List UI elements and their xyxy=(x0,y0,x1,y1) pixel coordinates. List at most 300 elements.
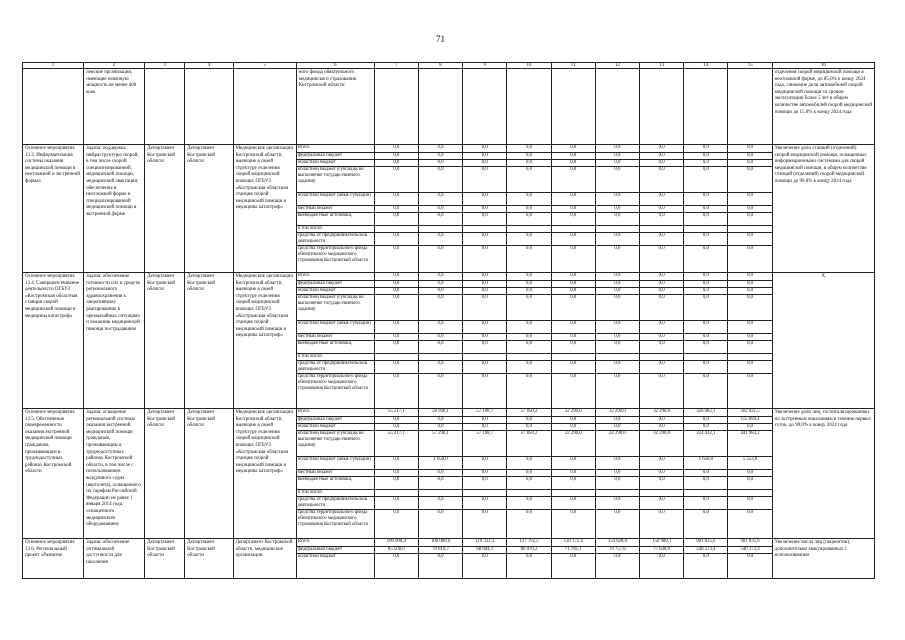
year-column xyxy=(595,539,639,579)
value-row xyxy=(463,287,506,294)
funding-value: 441 983,2 xyxy=(728,430,771,456)
participants: Медицинские организации Костромской области, имеющие в своей структуре отделения скорой медицинской помощи; ОГБУЗ «Костромская областная станция скорой медицинской помощи и медицины катастроф» xyxy=(233,409,296,539)
value-row xyxy=(684,245,727,272)
value-row xyxy=(552,416,595,423)
value-row xyxy=(596,423,639,430)
funding-value: 0,0 xyxy=(570,245,577,251)
value-row xyxy=(552,273,595,280)
funding-value: 0,0 xyxy=(375,273,418,280)
value-row xyxy=(375,509,418,536)
year-values xyxy=(728,539,771,560)
participants: Медицинские организации Костромской области, имеющие в своей структуре отделения скорой медицинской помощи; ОГБУЗ «Костромская областная станция скорой медицинской помощи и медицины катастроф» xyxy=(233,145,296,273)
carry-cell xyxy=(728,69,772,145)
value-row xyxy=(463,340,506,353)
funding-value: 0,0 xyxy=(375,152,418,159)
funding-value: 0,0 xyxy=(419,205,462,212)
funding-value: 0,0 xyxy=(658,373,665,379)
funding-value: 901 835,6 xyxy=(728,539,771,546)
year-values xyxy=(684,539,727,560)
value-row xyxy=(507,496,550,509)
value-row xyxy=(375,416,418,423)
funding-value: 0,0 xyxy=(419,360,462,373)
funding-source-list xyxy=(297,273,374,400)
funding-value: 0,0 xyxy=(728,159,771,166)
funding-value: 0,0 xyxy=(552,340,595,353)
value-row xyxy=(552,166,595,192)
value-row xyxy=(640,409,683,416)
coexecutor-2: Департамент Костромской области xyxy=(185,273,233,409)
value-row xyxy=(684,489,727,496)
value-row xyxy=(375,159,418,166)
page-number: 71 xyxy=(436,34,445,44)
funding-value: 0,0 xyxy=(684,159,727,166)
funding-value: 57 296,1 xyxy=(419,430,462,456)
value-row xyxy=(728,416,771,423)
value-row xyxy=(684,496,727,509)
funding-source-label: средства от предпринимательской деятельности xyxy=(297,496,374,509)
funding-source-label: федеральный бюджет xyxy=(297,416,374,423)
funding-value: 0,0 xyxy=(640,152,683,159)
value-row xyxy=(463,159,506,166)
funding-value: 57 850,2 xyxy=(507,409,550,416)
funding-value: 0,0 xyxy=(375,423,418,430)
funding-value: 1 650,0 xyxy=(684,456,727,469)
event-block xyxy=(23,409,875,539)
funding-value: 0,0 xyxy=(596,294,639,320)
value-row xyxy=(552,539,595,546)
value-row xyxy=(507,416,550,423)
carry-cell xyxy=(463,69,507,145)
value-row xyxy=(684,273,727,280)
funding-value: 0,0 xyxy=(640,360,683,373)
value-row xyxy=(507,192,550,205)
funding-value: 0,0 xyxy=(747,373,754,379)
funding-row xyxy=(297,145,374,152)
year-values xyxy=(419,273,462,400)
funding-row xyxy=(297,476,374,489)
funding-value: 0,0 xyxy=(570,373,577,379)
funding-source-label: федеральный бюджет xyxy=(297,280,374,287)
year-values xyxy=(552,145,595,272)
value-row xyxy=(419,509,462,536)
coexecutor-2: Департамент Костромской области xyxy=(185,539,233,579)
funding-row xyxy=(297,553,374,560)
value-row xyxy=(419,159,462,166)
funding-value: 0,0 xyxy=(596,360,639,373)
value-row xyxy=(419,273,462,280)
value-row xyxy=(684,416,727,423)
carry-cell: отделения скорой медицинской помощи в неотложной форме, до 85,0% к концу 2024 года, снижение доли автомобилей скорой медицинской помощи со сроком эксплуатации более 5 лет в общем количестве автомобилей скорой медицинской помощи до 15,0% к концу 2024 года xyxy=(772,69,874,145)
value-row xyxy=(375,280,418,287)
funding-value: 0,0 xyxy=(684,416,727,423)
funding-value: 0,0 xyxy=(684,360,727,373)
funding-source-label: средства территориального фонда обязательного медицинского страхования Костромской области xyxy=(297,245,369,263)
value-row xyxy=(463,469,506,476)
funding-source-list xyxy=(297,409,374,536)
value-row xyxy=(596,273,639,280)
year-values xyxy=(463,539,506,560)
funding-source-label: областной бюджет xyxy=(297,159,374,166)
column-number: 16 xyxy=(772,63,874,69)
value-row xyxy=(684,280,727,287)
value-row xyxy=(596,469,639,476)
value-row xyxy=(419,423,462,430)
funding-value: 0,0 xyxy=(728,205,771,212)
funding-value: 0,0 xyxy=(640,456,683,469)
funding-value: 0,0 xyxy=(728,496,771,509)
funding-value: 0,0 xyxy=(614,553,621,559)
funding-value: 0,0 xyxy=(481,245,488,251)
value-row xyxy=(728,205,771,212)
value-row xyxy=(552,423,595,430)
value-row xyxy=(419,539,462,546)
funding-value xyxy=(596,353,639,360)
funding-value: 0,0 xyxy=(463,320,506,333)
funding-value: 57 850,2 xyxy=(507,430,550,456)
funding-source-list xyxy=(297,145,374,272)
value-row xyxy=(552,294,595,320)
value-row xyxy=(552,546,595,553)
funding-value: 0,0 xyxy=(552,192,595,205)
value-row xyxy=(684,152,727,159)
funding-value: 0,0 xyxy=(463,294,506,320)
value-row xyxy=(596,340,639,353)
funding-value: 0,0 xyxy=(596,333,639,340)
value-row xyxy=(596,353,639,360)
value-row xyxy=(375,287,418,294)
funding-value: 0,0 xyxy=(393,245,400,251)
year-column xyxy=(728,273,772,409)
funding-value xyxy=(463,489,506,496)
funding-value: 0,0 xyxy=(375,280,418,287)
year-column xyxy=(640,145,684,273)
value-row xyxy=(684,456,727,469)
funding-value: 0,0 xyxy=(525,553,532,559)
value-row xyxy=(684,546,727,553)
funding-value: 0,0 xyxy=(419,145,462,152)
funding-value: 0,0 xyxy=(684,469,727,476)
funding-value: 0,0 xyxy=(684,496,727,509)
funding-value: 0,0 xyxy=(437,553,444,559)
funding-row xyxy=(297,409,374,416)
value-row xyxy=(728,245,771,272)
funding-source-label: областной бюджет xyxy=(297,553,336,559)
coexecutor: Департамент Костромской области xyxy=(145,539,185,579)
value-row xyxy=(640,546,683,553)
value-row xyxy=(684,294,727,320)
value-row xyxy=(419,192,462,205)
funding-source-label: в том числе: xyxy=(297,489,374,496)
funding-value xyxy=(596,225,639,232)
funding-value: 0,0 xyxy=(463,212,506,225)
value-row xyxy=(552,333,595,340)
funding-value: 100 000,0 xyxy=(419,539,462,546)
value-row xyxy=(640,287,683,294)
value-row xyxy=(419,152,462,159)
value-row xyxy=(419,320,462,333)
value-row xyxy=(507,145,550,152)
value-row xyxy=(507,509,550,536)
funding-value: 0,0 xyxy=(375,469,418,476)
value-row xyxy=(507,166,550,192)
value-row xyxy=(596,509,639,536)
value-row xyxy=(507,152,550,159)
year-values xyxy=(419,409,462,536)
value-row xyxy=(640,360,683,373)
funding-value xyxy=(507,225,550,232)
funding-value: 0,0 xyxy=(728,469,771,476)
funding-value: 0,0 xyxy=(507,232,550,245)
funding-value: 0,0 xyxy=(570,553,577,559)
funding-value: 0,0 xyxy=(463,416,506,423)
value-row xyxy=(507,539,550,546)
value-row xyxy=(507,294,550,320)
value-row xyxy=(419,496,462,509)
event-block xyxy=(23,539,875,579)
value-row xyxy=(640,340,683,353)
value-row xyxy=(552,320,595,333)
value-row xyxy=(640,280,683,287)
funding-value xyxy=(507,489,550,496)
funding-value: 0,0 xyxy=(419,340,462,353)
column-number: 12 xyxy=(595,63,639,69)
value-row xyxy=(419,245,462,272)
value-row xyxy=(596,166,639,192)
value-row xyxy=(728,287,771,294)
value-row xyxy=(375,456,418,469)
year-column xyxy=(463,409,507,539)
year-values xyxy=(728,273,771,400)
value-row xyxy=(640,476,683,489)
value-row xyxy=(728,509,771,536)
year-column xyxy=(463,145,507,273)
funding-value: 0,0 xyxy=(596,152,639,159)
funding-row xyxy=(297,469,374,476)
value-row xyxy=(552,232,595,245)
value-row xyxy=(463,409,506,416)
value-row xyxy=(728,423,771,430)
value-row xyxy=(728,469,771,476)
funding-value xyxy=(419,489,462,496)
funding-source-label: областной бюджет (иные субсидии) xyxy=(297,456,374,469)
funding-value: 0,0 xyxy=(552,159,595,166)
year-column xyxy=(551,409,595,539)
value-row xyxy=(596,245,639,272)
year-values xyxy=(375,145,418,272)
funding-source-label: федеральный бюджет xyxy=(297,152,374,159)
funding-value: 0,0 xyxy=(684,333,727,340)
value-row xyxy=(640,423,683,430)
carry-cell xyxy=(507,69,551,145)
year-column xyxy=(640,539,684,579)
value-row xyxy=(684,360,727,373)
value-row xyxy=(640,159,683,166)
year-values xyxy=(640,145,683,272)
funding-value: 0,0 xyxy=(552,423,595,430)
funding-value: 0,0 xyxy=(393,373,400,379)
funding-value: 0,0 xyxy=(684,166,727,192)
value-row xyxy=(419,232,462,245)
value-row xyxy=(596,489,639,496)
funding-value: 0,0 xyxy=(658,245,665,251)
value-row xyxy=(507,159,550,166)
value-row xyxy=(507,409,550,416)
value-row xyxy=(419,225,462,232)
funding-row xyxy=(297,166,374,192)
funding-value: 0,0 xyxy=(640,159,683,166)
value-row xyxy=(684,409,727,416)
funding-value xyxy=(684,225,727,232)
value-row xyxy=(640,416,683,423)
funding-sources xyxy=(296,409,374,539)
value-row xyxy=(640,496,683,509)
funding-value: 0,0 xyxy=(463,360,506,373)
funding-row xyxy=(297,373,374,400)
year-column xyxy=(418,409,462,539)
funding-value: 0,0 xyxy=(507,166,550,192)
funding-value: 0,0 xyxy=(552,287,595,294)
year-column xyxy=(463,539,507,579)
value-row xyxy=(728,159,771,166)
funding-value: 0,0 xyxy=(437,373,444,379)
value-row xyxy=(552,373,595,400)
funding-sources xyxy=(296,273,374,409)
value-row xyxy=(552,192,595,205)
value-row xyxy=(463,496,506,509)
column-number: 14 xyxy=(684,63,728,69)
value-row xyxy=(507,320,550,333)
column-number: 6 xyxy=(296,63,374,69)
funding-value: 0,0 xyxy=(463,273,506,280)
value-row xyxy=(419,353,462,360)
funding-value: 0,0 xyxy=(507,476,550,489)
value-row xyxy=(684,232,727,245)
funding-value: 0,0 xyxy=(463,152,506,159)
year-column xyxy=(507,539,551,579)
value-row xyxy=(463,509,506,536)
funding-value: 70 816,7 xyxy=(419,546,462,553)
funding-value: 0,0 xyxy=(596,469,639,476)
year-column xyxy=(640,409,684,539)
funding-value: 0,0 xyxy=(375,456,418,469)
funding-value: 0,0 xyxy=(640,476,683,489)
funding-row xyxy=(297,320,374,333)
funding-value: 0,0 xyxy=(463,145,506,152)
value-row xyxy=(507,232,550,245)
funding-value: 0,0 xyxy=(375,340,418,353)
funding-value: 0,0 xyxy=(596,212,639,225)
funding-value: 0,0 xyxy=(684,205,727,212)
funding-source-label: Всего xyxy=(297,409,374,416)
funding-source-label: средства территориального фонда обязательного медицинского страхования Костромской области xyxy=(297,373,369,391)
value-row xyxy=(728,280,771,287)
value-row xyxy=(419,333,462,340)
funding-source-label: областной бюджет (иные субсидии) xyxy=(297,192,374,205)
value-row xyxy=(728,489,771,496)
funding-source-list xyxy=(297,539,374,560)
funding-value: 0,0 xyxy=(684,280,727,287)
funding-source-label: средства от предпринимательской деятельности xyxy=(297,232,374,245)
value-row xyxy=(552,456,595,469)
year-column xyxy=(640,273,684,409)
value-row xyxy=(375,539,418,546)
funding-value: 0,0 xyxy=(658,553,665,559)
carry-cell xyxy=(145,69,185,145)
value-row xyxy=(463,456,506,469)
funding-value xyxy=(463,225,506,232)
funding-value xyxy=(463,353,506,360)
event-block xyxy=(23,145,875,273)
value-row xyxy=(463,333,506,340)
coexecutor: Департамент Костромской области xyxy=(145,409,185,539)
year-column xyxy=(684,273,728,409)
funding-value: 154 628,9 xyxy=(596,539,639,546)
value-row xyxy=(375,225,418,232)
year-column xyxy=(728,539,772,579)
value-row xyxy=(728,496,771,509)
funding-value: 0,0 xyxy=(419,280,462,287)
funding-value: 0,0 xyxy=(640,232,683,245)
funding-value: 0,0 xyxy=(684,212,727,225)
funding-value: 32 290,0 xyxy=(640,430,683,456)
funding-value: 0,0 xyxy=(728,294,771,320)
value-row xyxy=(552,360,595,373)
funding-value: 0,0 xyxy=(507,496,550,509)
funding-value: 0,0 xyxy=(375,360,418,373)
value-row xyxy=(728,539,771,546)
funding-value: 0,0 xyxy=(728,166,771,192)
value-row xyxy=(640,273,683,280)
value-row xyxy=(684,333,727,340)
funding-value: 0,0 xyxy=(419,166,462,192)
value-row xyxy=(684,430,727,456)
value-row xyxy=(375,273,418,280)
funding-value: 324 432,1 xyxy=(684,430,727,456)
funding-value: 0,0 xyxy=(640,212,683,225)
funding-source-label: областной бюджет (субсидии на выполнение государственного задания) xyxy=(297,430,374,456)
column-number: 2 xyxy=(84,63,145,69)
funding-value xyxy=(419,225,462,232)
column-number: 3 xyxy=(145,63,185,69)
funding-value: 0,0 xyxy=(507,152,550,159)
value-row xyxy=(596,225,639,232)
value-row xyxy=(552,152,595,159)
value-row xyxy=(463,320,506,333)
funding-value: 0,0 xyxy=(640,320,683,333)
funding-value: 120 172,4 xyxy=(552,539,595,546)
year-column xyxy=(684,409,728,539)
carry-cell xyxy=(551,69,595,145)
funding-value: 150 909,1 xyxy=(640,539,683,546)
funding-value: 32 290,0 xyxy=(596,430,639,456)
value-row xyxy=(463,539,506,546)
funding-row xyxy=(297,192,374,205)
funding-value: 0,0 xyxy=(507,423,550,430)
year-values xyxy=(640,409,683,536)
funding-value: 100 000,4 xyxy=(375,539,418,546)
carry-cell: ленские организации, имеющие изначную мощность не менее 400 коек xyxy=(84,69,145,145)
value-row xyxy=(463,430,506,456)
value-row xyxy=(552,205,595,212)
funding-value: 0,0 xyxy=(507,145,550,152)
value-row xyxy=(728,373,771,400)
funding-value: 0,0 xyxy=(507,212,550,225)
funding-value: 0,0 xyxy=(437,509,444,515)
funding-value: 0,0 xyxy=(728,287,771,294)
event-block xyxy=(23,273,875,409)
value-row xyxy=(419,469,462,476)
funding-value: 0,0 xyxy=(702,373,709,379)
